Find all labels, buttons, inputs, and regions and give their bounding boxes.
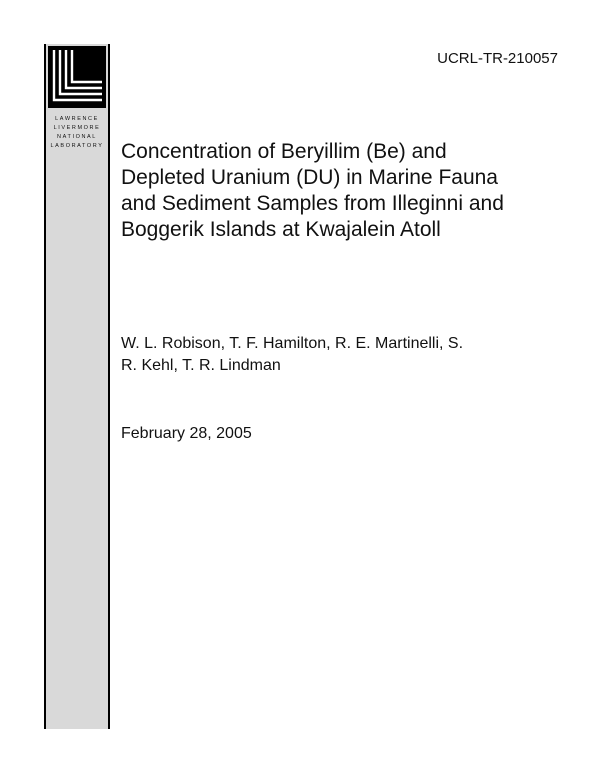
report-title-line: Concentration of Beryillim (Be) and [121, 140, 447, 163]
laboratory-name-line: LAWRENCE [55, 116, 99, 122]
report-title [121, 139, 561, 243]
llnl-logo-icon [48, 46, 106, 108]
report-date: February 28, 2005 [121, 425, 252, 442]
authors-line: R. Kehl, T. R. Lindman [121, 357, 281, 374]
report-number: UCRL-TR-210057 [437, 50, 558, 67]
laboratory-name-line: LIVERMORE [53, 125, 101, 131]
laboratory-name [46, 115, 108, 151]
report-title-line: and Sediment Samples from Illeginni and [121, 192, 504, 215]
report-title-line: Boggerik Islands at Kwajalein Atoll [121, 218, 441, 241]
laboratory-name-line: NATIONAL [57, 134, 97, 140]
report-title-line: Depleted Uranium (DU) in Marine Fauna [121, 166, 498, 189]
laboratory-name-line: LABORATORY [50, 143, 104, 149]
report-authors [121, 333, 561, 377]
authors-line: W. L. Robison, T. F. Hamilton, R. E. Martinelli, S. [121, 335, 464, 352]
